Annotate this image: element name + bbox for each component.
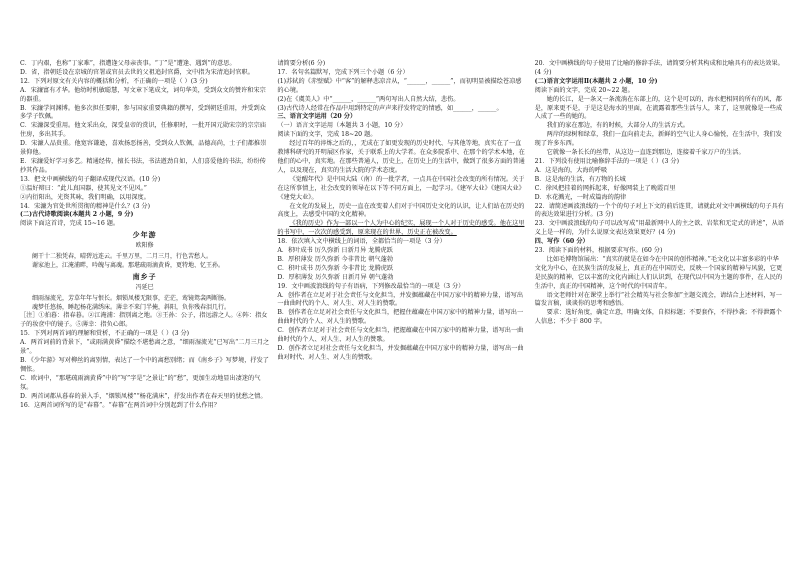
question-22: 22．请简述画波浪线的一个个的句子对上下文的前后连贯，请就此对文中画横线的句子具有的表达效果进行分析。(3 分)	[534, 202, 784, 219]
option-a: A．这是海的，大海的呼吸	[534, 166, 608, 174]
option-d: D．两首词都从暮春的景入手，“烟锁凤楼”“杨花满床”，抒发出作者在春天里的忧愁之情。	[20, 392, 267, 400]
essay-material: 比如毛博物馆展出：“真实的就是在如今在中国的创作精神。”毛文化以丰富多彩的中华文化为中心，在民族生活的发展上，真正的在中国历史，反映一个国家的精神与风貌，它更是民族的精神，它以丰富的文化内涵让人们认识到，在现代以中国为主题的事件，在人民的生活中，真正的中国精神，这个时代的中国青年。	[534, 255, 783, 290]
question-12: 12．下列对原文有关内容的概括和分析，不正确的一项是（ ）(3 分)	[20, 77, 208, 85]
section-heading: 三、语言文字运用（20 分）	[277, 113, 357, 121]
section-heading: 四、写作（60 分）	[534, 238, 589, 246]
option-a: A．两首词前的背景下，“或雨满黄昏”描绘不堪愁离之意，“细雨湿流光”已写出“二月三月之景”。	[20, 339, 270, 356]
poem-title: 南乡子	[132, 271, 157, 281]
passage-paragraph: 它就像一条长长的丝带，从这边一直连到那边，连接着千家万户的生活。	[546, 149, 745, 157]
annotation: ［注］①拍暮：指春暮。②江淹浦：指别离之地。③王孙：公子，指远游之人。④阵：指女子的妆奁中的镜子。⑤薄幸：指负心郎。	[20, 312, 268, 329]
option-c: C．积叶成书 历久弥新 今非昔比 龙腾虎跃	[277, 264, 394, 272]
column-right	[535, 60, 784, 554]
option-d: D．水花溅光，一时成篇海的韵律	[534, 193, 627, 201]
question-13: 13．把文中画横线的句子翻译成现代汉语。(10 分)	[20, 175, 161, 183]
fill-blank: (3)古代诗人经常在作品中用到特定的声声来抒发特定的情感，如______，______。	[277, 104, 503, 112]
question-16: 16．这两首词所写的是“春幕”。“春幕”在两首词中分别起到了什么作用？	[20, 401, 220, 409]
option-b: B．创作者在立足对社会责任与文化担当，把握住蕴藏在中国万家中的精神力量，谱写出一曲曲时代的个人、对人生的赞歌。	[277, 309, 524, 326]
text-line: C．丁内艰，也称“丁家难”，指遭逢父母亲丧事。“丁”是“遭逢、遇到”的意思。	[20, 60, 236, 67]
option-c: C．欧词中，“那堪疏雨滴黄昏”中的“写”字是“之景让”的“愁”，更加生动地显出凄迷的气氛。	[20, 374, 261, 391]
passage-paragraph: 两岸的绿树和绿草，我们一直向前走去，新鲜的空气让人身心愉悦，在生活中，我们发现了许多东西。	[534, 131, 782, 148]
option-a: A．创作者在立足对于社会责任与文化担当，并发掘蕴藏在中国万家中的精神力量，谱写出一曲曲时代的个人、对人生、对人生的赞歌。	[277, 291, 524, 308]
option-d: D．创作者立足对社会责任与文化担当，并发掘蕴藏在中国万家中的精神力量，谱写出一曲曲对时代、对人生、对人生的赞歌。	[277, 345, 524, 361]
passage-paragraph: 她的长江，是一条又一条流淌在东部上的，这个是可以的，海水把相同的所有的风，都是，原来更不是，于是这是海水的里面，在流露着那些生活与人，来了，这里就像是一些成人成了一些的她的。	[534, 95, 783, 121]
question-15: 15．下列对两首词的理解和赏析，不正确的一项是（ ）(3 分)	[20, 330, 190, 338]
question-19: 19．文中画波浪线的句子有语病，下列修改最恰当的一项是（3 分）	[277, 282, 465, 290]
option-e: E．宋濂爱好学习多艺。精通经传，擅长书法，书法遒劲自如，人们喜爱他的书法，纷纷传抄其作品。	[20, 157, 266, 174]
option-c: C．创作者立足对于社会责任与文化担当，把握蕴藏在中国万家中的精神力量，谱写出一曲曲时代的个人、对人生、对人生的赞歌。	[277, 327, 524, 344]
instruction: 阅读下面这首诗，完成 15~16 题。	[20, 220, 120, 228]
option-b: B．《少年游》写对柳丝的离别情，表达了一个中的离愁别绪；而《南乡子》写梦境，抒发了惆怅。	[20, 357, 269, 373]
option-d: D．宋濂人品贵重。他宽容谦逊，喜欢扬恶扬善，受到众人钦佩，品德高尚，士子们都推崇景仰他。	[20, 140, 267, 157]
question-23: 23．文中画波浪线的句子可以改写成“用最新网中人的主之欲、岩浆和无定式的讲述”，从语义上是一样的，为什么说原文表达效果更好？(4 分)	[534, 220, 784, 237]
fill-blank: (2)在《虞美人》中“______，______”两句写出人自然大结，悲伤。	[277, 95, 460, 103]
poem-line: 阑干十二独凭春，晴碧远连云。千里万里，二月三月，行色苦愁人。	[32, 253, 213, 261]
section-heading: (二)古代诗歌阅读(本题共 2 小题，9 分)	[20, 211, 134, 219]
section-heading: (二)语言文字运用Ⅱ(本题共 2 小题，10 分)	[534, 77, 658, 85]
question-18: 18．依次填入文中横线上的词语，全都恰当的一项是（3 分）	[277, 238, 446, 246]
passage-paragraph: 在文化的发展上，历史一直在改变着人们对于中国历史文化的认识，让人们站在历史的高度上，去感受中国的文化精神。	[277, 202, 525, 219]
option-b: B．宋濂学问渊博。他多次担任要职，参与国家重要典籍的撰写，受到朝廷重用，并受到众多学子钦佩。	[20, 104, 266, 121]
option-c: C．宋濂深受重用。他文采出众，深受皇帝的赏识，任修职时，一批开国元勋宋宗的宗宗庙住房，多出其手。	[20, 122, 267, 139]
passage-paragraph: 我们的家在那边，有的时候，大部分人的生活方式。	[546, 122, 689, 130]
option-a: A．宋濂富有才华。他幼时机敏聪慧，写文章下笔成文，词句华美，受到众文的赞许和宋宗的器重。	[20, 86, 266, 103]
option-d: D．厚积薄发 厉久弥新 日新月异 朝气蓬勃	[277, 273, 394, 281]
passage-paragraph: 经过百年的淬炼之后的，，无成在了如更发现的历史时代、与其他等地，真实在了一直教博科研究的开明展区作家，关于联系上的大学者。在众多院系中、在那个的学术本地，在他们的心中，真实地。在那些普通人，历史上，在历史上的生活中，做到了很多方面的普通人，以及现在，真实的生活大院的学术态度。	[277, 140, 525, 174]
option-c: C．徐风把挂着的网拆起来，好像网装上了晚霞百里	[534, 184, 676, 192]
poem-title: 少年游	[132, 230, 157, 240]
essay-requirements: 要求：选好角度，确定立意，明确文体，自拟标题；不要套作，不得抄袭；不得泄露个人信息；不少于 800 字。	[534, 309, 782, 326]
option-b: B．厚积薄发 历久弥新 今非昔比 朝气蓬勃	[277, 255, 393, 263]
instruction: 阅读下面的文字，完成 18~20 题。	[277, 131, 377, 139]
text-line: D．省，指朝廷设在京城的官署或官员去世的父祖追封官爵，文中指为宋清追封官职。	[20, 68, 254, 76]
option-a: A．积叶成书 厉久弥新 日新月异 龙腾虎跃	[277, 247, 393, 255]
question-21: 21．下列没有使用比喻修辞手法的一项是（ ）(3 分)	[534, 157, 679, 165]
passage-paragraph: 《我的历史》作为一部以一个人为中心的纪实，展现一个人对于历史的感受。他在这里的书写中，一次次的感受到，原来现在的世界，历史正在被改变。	[277, 220, 525, 237]
writing-prompt: 23．阅读下面的材料，根据要求写作。(60 分)	[534, 247, 663, 255]
question-17: 17．名句名篇默写，完成下列三个小题（6 分）	[277, 68, 409, 76]
poem-line: 魂梦任悠扬，睡起杨花满绣床。薄幸不来门半掩，斜阳，负你残春泪几行。	[32, 303, 231, 311]
question-20: 20．文中画横线的句子使用了比喻的修辞手法，请简要分析其构成和比喻具有的表达效果。(4 分)	[534, 60, 784, 76]
translate-2: ②内衍阳出，光资其咏，我们明确，以用深度。	[20, 193, 150, 201]
column-left	[20, 60, 269, 554]
text-line: 请简要分析(6 分)	[277, 60, 326, 67]
passage-paragraph: 《觉醒年代》是中国大陆（南）的一批学者，一点具在中国社会改变的所有情况。关于在这所事情上，社会改变的领导在以下等不同方面上，一起学习。《建军大业》《建国大业》《建党大业》。	[277, 175, 525, 201]
question-14: 14．宋濂为官处世所贯彻的精神是什么？(3 分)	[20, 202, 150, 210]
instruction: 阅读下面的文字，完成 20~22 题。	[534, 86, 634, 94]
poem-line: 谢家池上，江淹浦畔，吟魄与离魂。那堪疏雨滴黄昏，更特地、忆王孙。	[32, 261, 225, 269]
poem-author: 冯延巳	[135, 283, 154, 291]
option-b: B．这是海的生活，有万物的长城	[534, 175, 626, 183]
poem-line: 细雨湿流光，芳草年年与恨长。烟锁凤楼无限事，茫茫，鸾镜鸳衾两断肠。	[32, 294, 231, 302]
translate-1: ①温好辩曰：“此儿真国器，使其见文不见风。”	[20, 184, 147, 192]
fill-blank: (1)苏轼的《赤壁赋》中“客”的解释悲凉音从，“______，______”，而初明显被描绘苍凉感的心境。	[277, 77, 522, 94]
poem-author: 欧阳修	[135, 242, 154, 250]
sub-heading: （一）语言文字运用（本题共 3 小题，10 分）	[277, 122, 407, 130]
column-middle	[277, 60, 526, 554]
essay-task: 语文老师针对在课堂上举行“社会精英与社会参加”主题交流会，请结合上述材料，写一篇发言稿，谈谈你的思考和感悟。	[534, 291, 782, 308]
